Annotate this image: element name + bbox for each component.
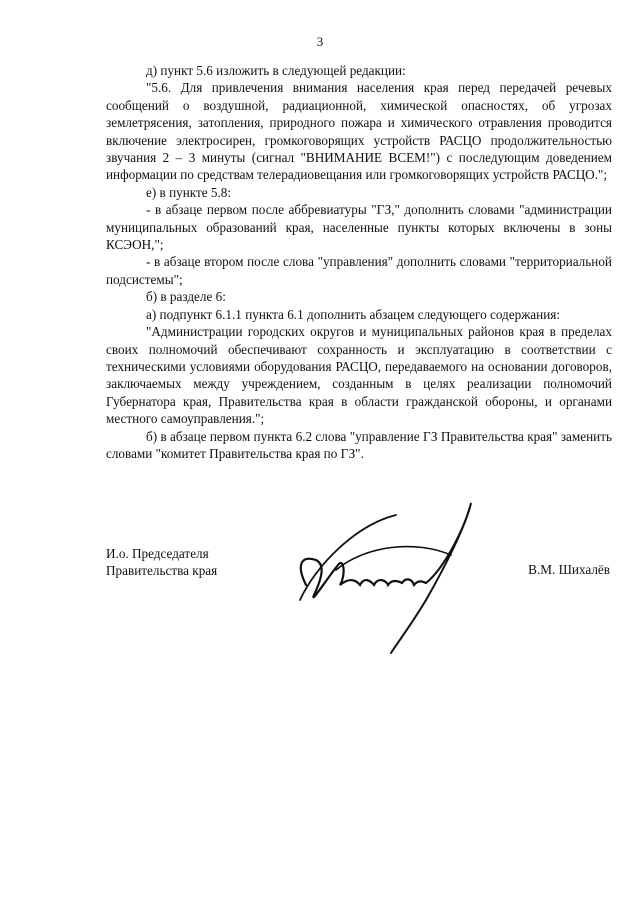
- paragraph: "5.6. Для привлечения внимания населения края перед передачей речевых сообщений о воздушной, радиационной, химической опасностях, об угрозах землетрясения, затопления, природного пожара и химического отравления проводится включение электросирен, громкоговорящих устройств РАСЦО продолжительностью звучания 2 – 3 минуты (сигнал "ВНИМАНИЕ ВСЕМ!") с последующим доведением информации по средствам телерадиовещания или громкоговорящих устройств РАСЦО.";: [106, 80, 612, 183]
- paragraph: д) пункт 5.6 изложить в следующей редакции:: [146, 63, 406, 78]
- signatory-title-line1: И.о. Председателя: [106, 546, 209, 561]
- paragraph: б) в абзаце первом пункта 6.2 слова "управление ГЗ Правительства края" заменить словами "комитет Правительства края по ГЗ".: [106, 428, 612, 461]
- signatory-name: В.М. Шихалёв: [528, 562, 610, 577]
- signature-block: [106, 545, 612, 655]
- signatory-title-line2: Правительства края: [106, 563, 218, 579]
- signatory-title: [106, 545, 217, 580]
- document-body: [106, 62, 612, 462]
- paragraph: е) в пункте 5.8:: [146, 184, 232, 200]
- page-number: 3: [316, 34, 324, 49]
- paragraph: б) в разделе 6:: [146, 289, 226, 305]
- paragraph: - в абзаце первом после аббревиатуры "ГЗ," дополнить словами "администрации муниципальных образований края, населенные пункты которых включены в зоны КСЭОН,";: [106, 202, 612, 253]
- paragraph: а) подпункт 6.1.1 пункта 6.1 дополнить абзацем следующего содержания:: [146, 306, 561, 322]
- paragraph: "Администрации городских округов и муниципальных районов края в пределах своих полномочий обеспечивают сохранность и эксплуатацию в соответствии с техническими условиями оборудования РАСЦО, передаваемого на основании договоров, заключаемых между учреждением, созданным в целях реализации полномочий Губернатора края, Правительства края в области гражданской обороны, и органами местного самоуправления.";: [106, 324, 612, 427]
- handwritten-signature: [276, 485, 496, 655]
- paragraph: - в абзаце втором после слова "управления" дополнить словами "территориальной подсистемы";: [106, 254, 612, 287]
